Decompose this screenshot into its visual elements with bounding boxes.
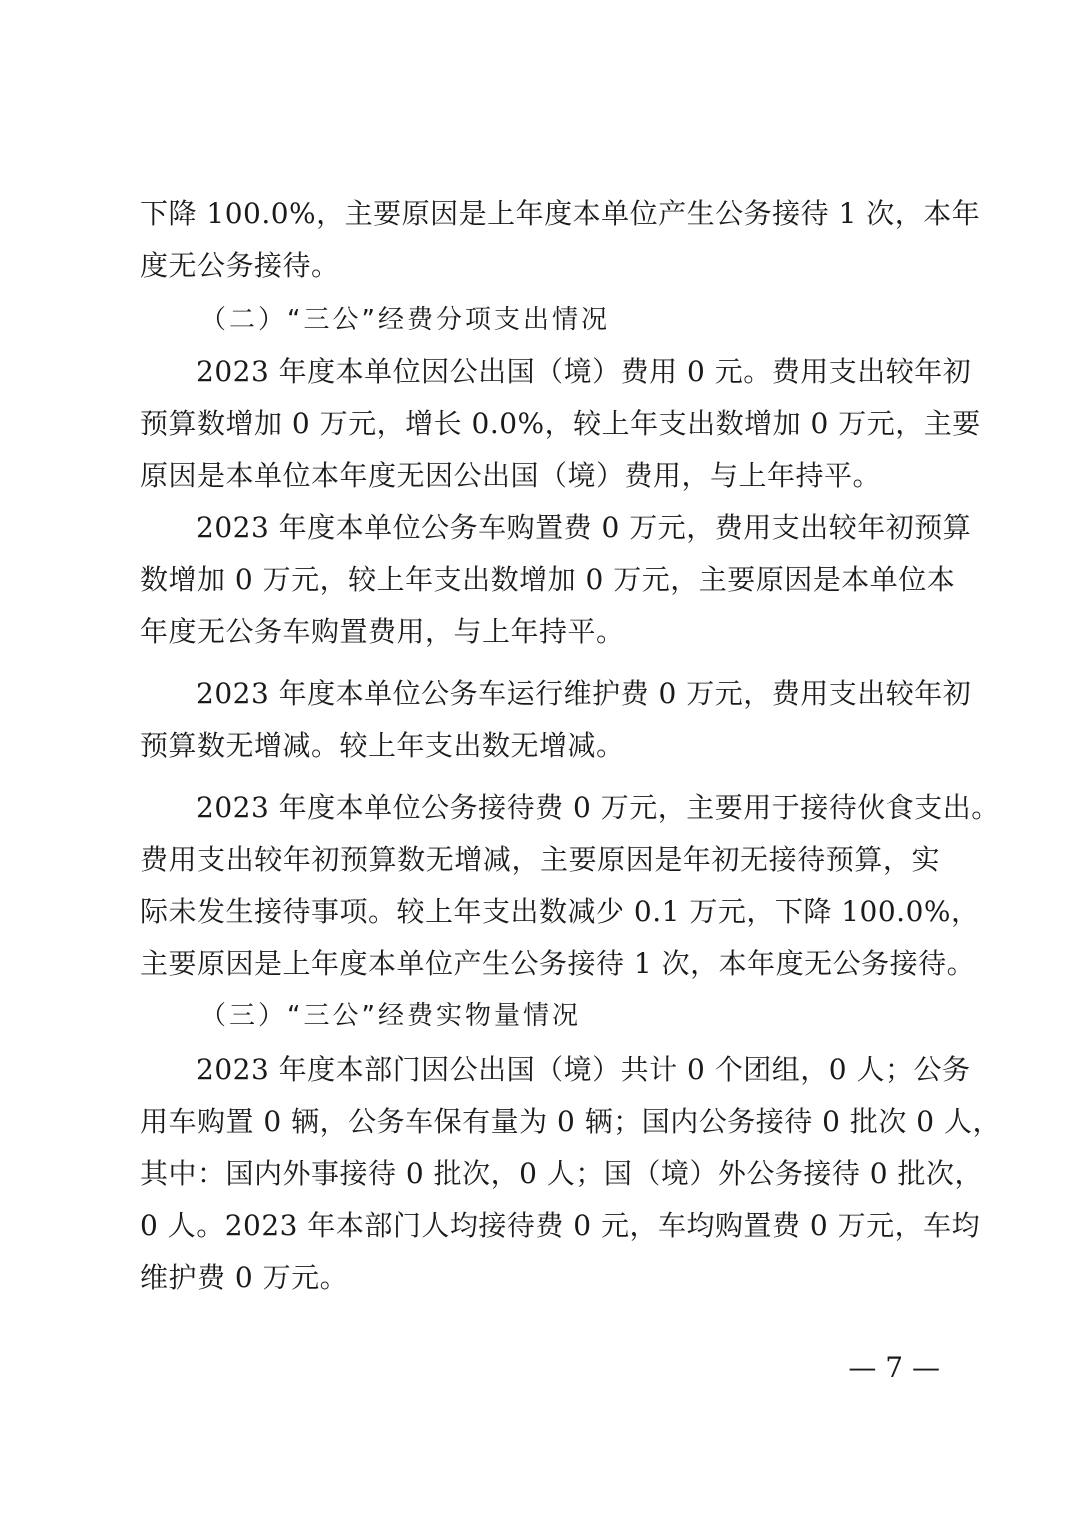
paragraph-continuation (140, 188, 981, 292)
page-number: — 7 — (848, 1351, 940, 1384)
text-line: 0 人。2023 年本部门人均接待费 0 元，车均购置费 0 万元，车均 (140, 1209, 981, 1242)
text-line: 预算数增加 0 万元，增长 0.0%，较上年支出数增加 0 万元，主要 (140, 407, 981, 440)
text-line: 用车购置 0 辆，公务车保有量为 0 辆；国内公务接待 0 批次 0 人， (140, 1105, 1001, 1138)
section-heading-3 (140, 990, 940, 1042)
section-heading-text: （二）“三公”经费分项支出情况 (200, 305, 610, 335)
paragraph-vehicle-maintenance (140, 668, 972, 772)
text-line: 维护费 0 万元。 (140, 1261, 349, 1294)
paragraph-vehicle-purchase (140, 502, 972, 658)
text-line: 年度无公务车购置费用，与上年持平。 (140, 615, 625, 648)
text-line: 下降 100.0%，主要原因是上年度本单位产生公务接待 1 次，本年 (140, 197, 981, 230)
text-line: 2023 年度本单位因公出国（境）费用 0 元。费用支出较年初 (196, 355, 972, 388)
text-line: 预算数无增减。较上年支出数无增减。 (140, 729, 625, 762)
text-line: 度无公务接待。 (140, 249, 340, 282)
paragraph-official-reception (140, 782, 1000, 990)
text-line: 主要原因是上年度本单位产生公务接待 1 次，本年度无公务接待。 (140, 947, 976, 980)
text-line: 其中：国内外事接待 0 批次，0 人；国（境）外公务接待 0 批次， (140, 1157, 983, 1190)
text-line: 2023 年度本单位公务车购置费 0 万元，费用支出较年初预算 (196, 511, 972, 544)
text-line: 际未发生接待事项。较上年支出数减少 0.1 万元，下降 100.0%， (140, 895, 980, 928)
text-line: 原因是本单位本年度无因公出国（境）费用，与上年持平。 (140, 459, 882, 492)
text-line: 数增加 0 万元，较上年支出数增加 0 万元，主要原因是本单位本 (140, 563, 956, 596)
paragraph-physical-quantities (140, 1044, 1001, 1304)
text-line: 费用支出较年初预算数无增减，主要原因是年初无接待预算，实 (140, 843, 940, 876)
text-line: 2023 年度本单位公务接待费 0 万元，主要用于接待伙食支出。 (196, 791, 1000, 824)
paragraph-overseas-travel (140, 346, 981, 502)
section-heading-2 (140, 294, 940, 346)
text-line: 2023 年度本部门因公出国（境）共计 0 个团组，0 人；公务 (196, 1053, 971, 1086)
text-line: 2023 年度本单位公务车运行维护费 0 万元，费用支出较年初 (196, 677, 972, 710)
section-heading-text: （三）“三公”经费实物量情况 (200, 1001, 581, 1031)
